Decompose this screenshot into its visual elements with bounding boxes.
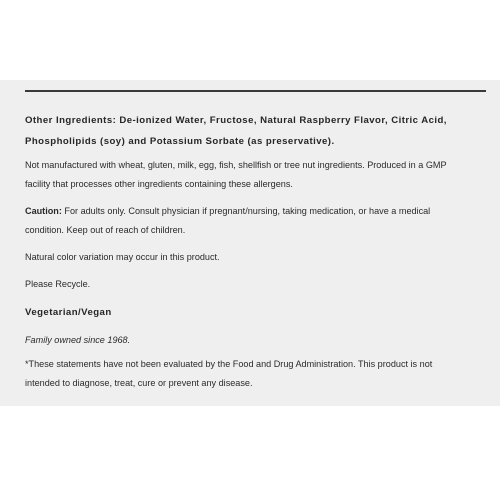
family-owned-note: Family owned since 1968. [25, 335, 131, 345]
divider-rule [25, 90, 486, 92]
fda-disclaimer [25, 355, 486, 393]
ingredients-line-1: Other Ingredients: De-ionized Water, Fructose, Natural Raspberry Flavor, Citric Acid, [25, 115, 447, 126]
allergen-statement [25, 156, 486, 194]
disclaimer-line-1: *These statements have not been evaluated by the Food and Drug Administration. This product is not [25, 359, 433, 369]
disclaimer-line-2: intended to diagnose, treat, cure or prevent any disease. [25, 378, 253, 388]
caution-label: Caution: [25, 206, 62, 216]
label-panel [0, 80, 500, 406]
caution-line-2: condition. Keep out of reach of children. [25, 225, 186, 235]
color-variation-note: Natural color variation may occur in this product. [25, 252, 220, 262]
recycle-note: Please Recycle. [25, 279, 91, 289]
vegan-badge: Vegetarian/Vegan [25, 307, 112, 318]
other-ingredients [25, 110, 486, 152]
allergen-line-2: facility that processes other ingredients containing these allergens. [25, 179, 293, 189]
caution-statement [25, 202, 486, 240]
allergen-line-1: Not manufactured with wheat, gluten, milk, egg, fish, shellfish or tree nut ingredients. Produced in a GMP [25, 160, 447, 170]
ingredients-line-2: Phospholipids (soy) and Potassium Sorbate (as preservative). [25, 136, 335, 147]
caution-line-1: For adults only. Consult physician if pregnant/nursing, taking medication, or have a medical [61, 206, 431, 216]
